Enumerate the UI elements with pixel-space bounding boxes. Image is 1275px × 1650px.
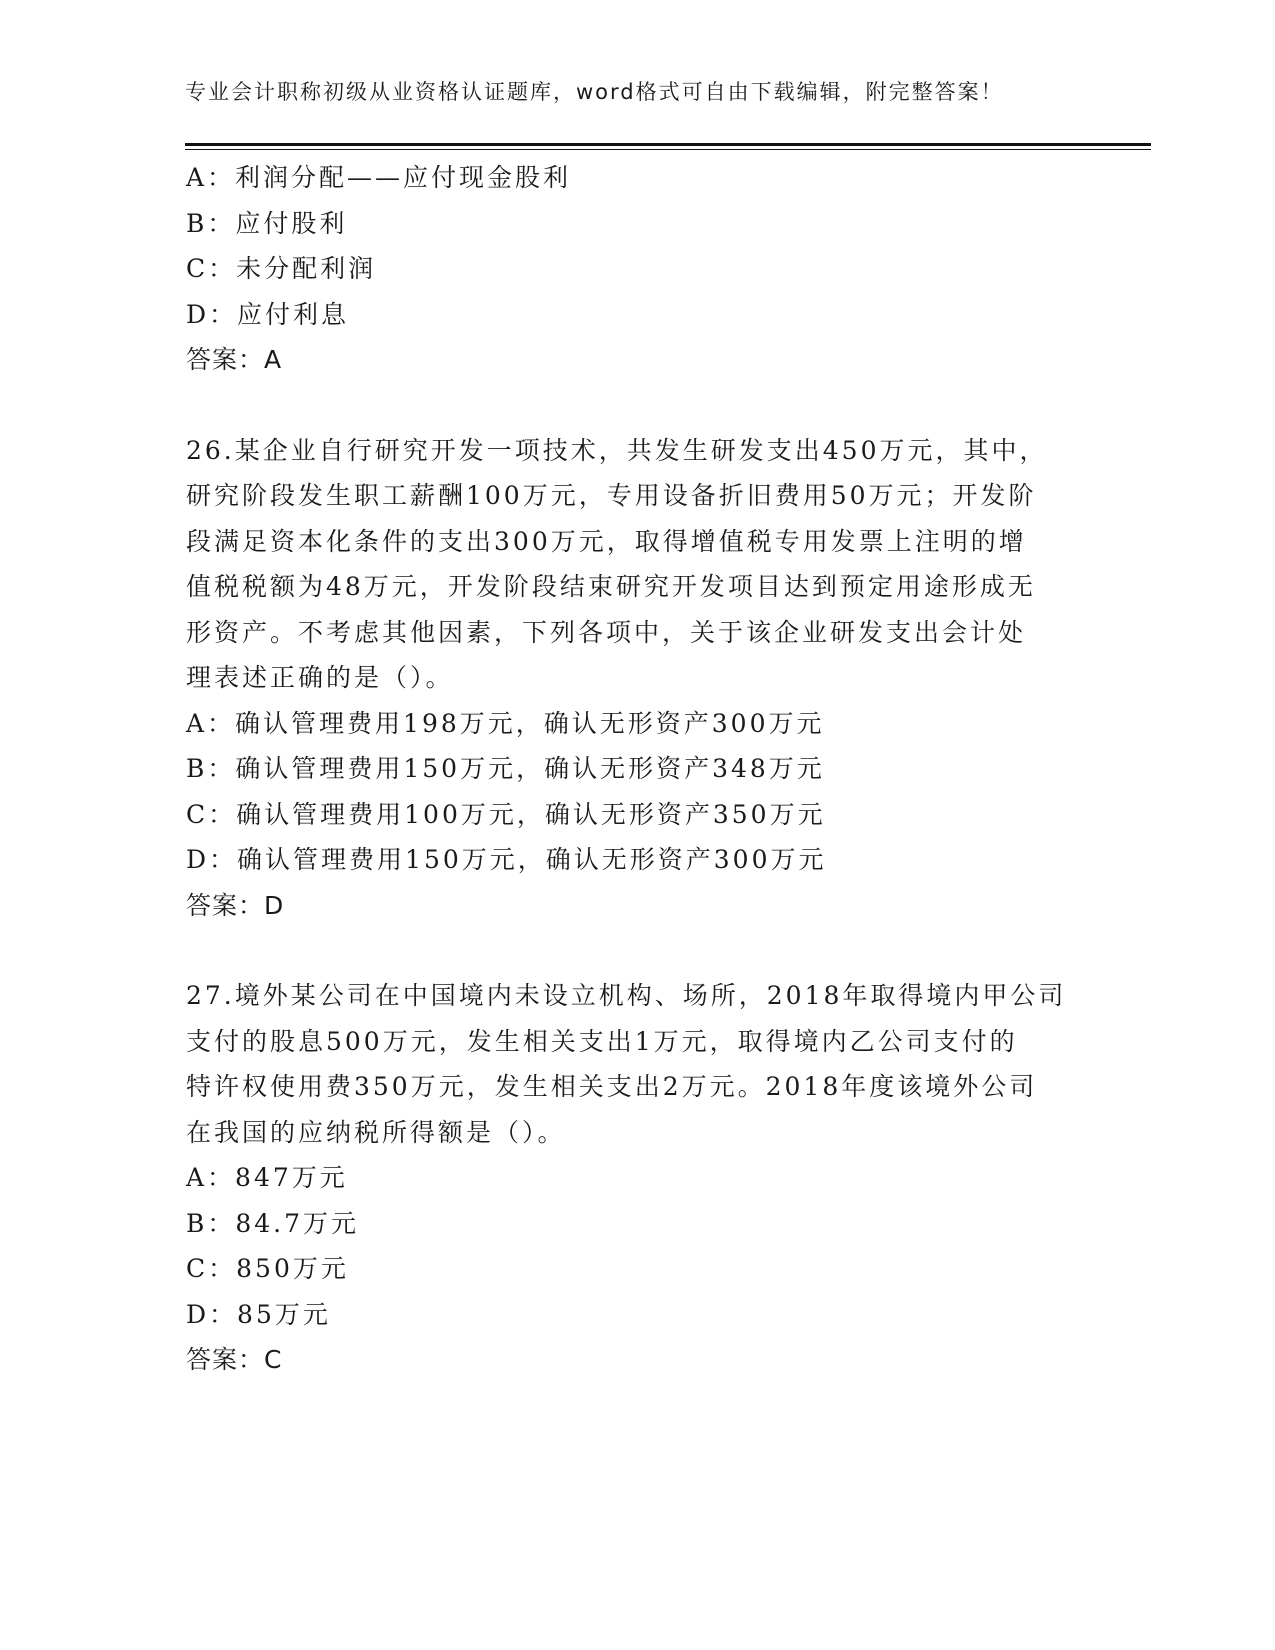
option-c: C：未分配利润: [186, 254, 377, 283]
question-text-line: 值税税额为48万元，开发阶段结束研究开发项目达到预定用途形成无: [186, 572, 1036, 601]
header-divider-thick: [185, 143, 1151, 146]
question-text-line: 理表述正确的是（）。: [186, 663, 454, 692]
question-text-line: 27.境外某公司在中国境内未设立机构、场所，2018年取得境内甲公司: [186, 981, 1067, 1010]
question-25-tail: [186, 155, 1086, 383]
option-d: D：确认管理费用150万元，确认无形资产300万元: [186, 845, 827, 874]
header-divider-thin: [185, 149, 1151, 150]
question-text-line: 特许权使用费350万元，发生相关支出2万元。2018年度该境外公司: [186, 1072, 1038, 1101]
question-26: [186, 428, 1086, 929]
option-a: A：利润分配——应付现金股利: [186, 163, 572, 192]
question-text-line: 段满足资本化条件的支出300万元，取得增值税专用发票上注明的增: [186, 526, 1027, 556]
option-b: B：84.7万元: [186, 1208, 360, 1238]
question-text-line: 研究阶段发生职工薪酬100万元，专用设备折旧费用50万元；开发阶: [186, 481, 1037, 510]
question-text-line: 26.某企业自行研究开发一项技术，共发生研发支出450万元，其中，: [186, 435, 1048, 465]
answer-line: 答案：C: [186, 1345, 283, 1374]
question-text-line: 支付的股息500万元，发生相关支出1万元，取得境内乙公司支付的: [186, 1026, 1018, 1056]
answer-line: 答案：A: [186, 345, 283, 374]
question-27: [186, 973, 1086, 1383]
option-d: D：应付利息: [186, 299, 350, 329]
document-body: [186, 155, 1086, 1383]
option-c: C：确认管理费用100万元，确认无形资产350万元: [186, 799, 826, 829]
option-b: B：应付股利: [186, 208, 348, 238]
option-a: A：847万元: [186, 1163, 348, 1192]
option-b: B：确认管理费用150万元，确认无形资产348万元: [186, 754, 825, 783]
question-text-line: 在我国的应纳税所得额是（）。: [186, 1117, 566, 1147]
option-d: D：85万元: [186, 1299, 331, 1329]
question-text-line: 形资产。不考虑其他因素，下列各项中，关于该企业研发支出会计处: [186, 617, 1027, 647]
option-a: A：确认管理费用198万元，确认无形资产300万元: [186, 708, 825, 738]
option-c: C：850万元: [186, 1254, 349, 1283]
page-header: 专业会计职称初级从业资格认证题库，word格式可自由下载编辑，附完整答案！: [185, 80, 1004, 104]
answer-line: 答案：D: [186, 890, 285, 920]
